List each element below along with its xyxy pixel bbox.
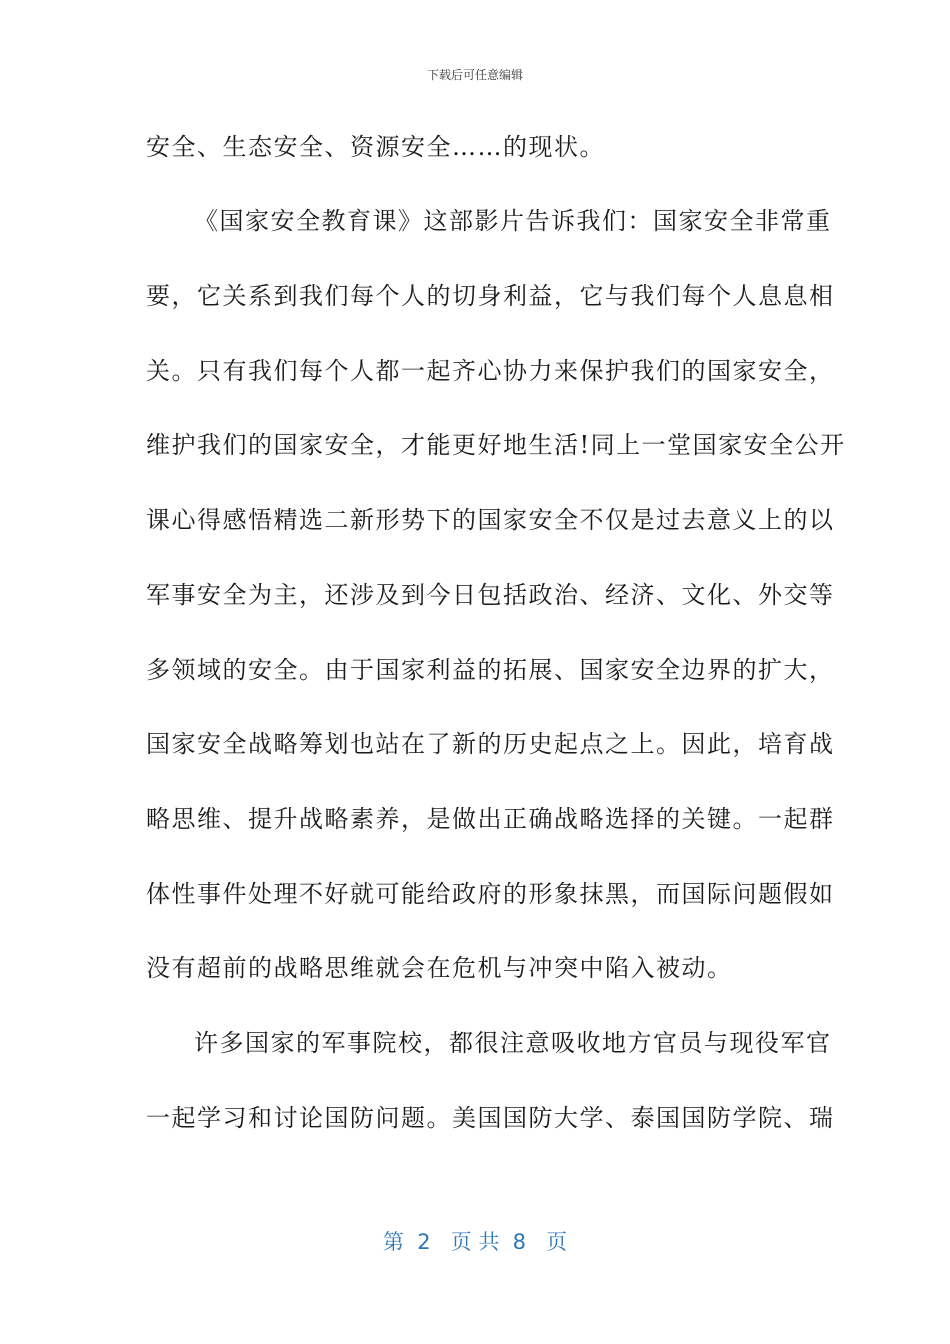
paragraph-start-line: 许多国家的军事院校，都很注意吸收地方官员与现役军官 xyxy=(194,1029,832,1057)
header-note: 下载后可任意编辑 xyxy=(426,68,523,82)
text-line: 一起学习和讨论国防问题。美国国防大学、泰国国防学院、瑞 xyxy=(146,1104,835,1132)
text-line: 课心得感悟精选二新形势下的国家安全不仅是过去意义上的以 xyxy=(146,506,835,534)
text-line: 要，它关系到我们每个人的切身利益，它与我们每个人息息相 xyxy=(146,282,835,310)
paragraph-start-line: 《国家安全教育课》这部影片告诉我们：国家安全非常重 xyxy=(194,207,832,235)
text-line: 关。只有我们每个人都一起齐心协力来保护我们的国家安全， xyxy=(146,357,835,385)
text-line: 维护我们的国家安全，才能更好地生活!同上一堂国家安全公开 xyxy=(146,431,846,459)
text-line: 军事安全为主，还涉及到今日包括政治、经济、文化、外交等 xyxy=(146,581,835,609)
text-line: 安全、生态安全、资源安全……的现状。 xyxy=(146,133,605,161)
text-line: 体性事件处理不好就可能给政府的形象抹黑，而国际问题假如 xyxy=(146,880,835,908)
text-line: 没有超前的战略思维就会在危机与冲突中陷入被动。 xyxy=(146,954,733,982)
page-number-footer: 第 2 页 共 8 页 xyxy=(382,1230,568,1254)
text-line: 国家安全战略筹划也站在了新的历史起点之上。因此，培育战 xyxy=(146,730,835,758)
text-line: 略思维、提升战略素养，是做出正确战略选择的关键。一起群 xyxy=(146,805,835,833)
text-line: 多领域的安全。由于国家利益的拓展、国家安全边界的扩大， xyxy=(146,656,835,684)
